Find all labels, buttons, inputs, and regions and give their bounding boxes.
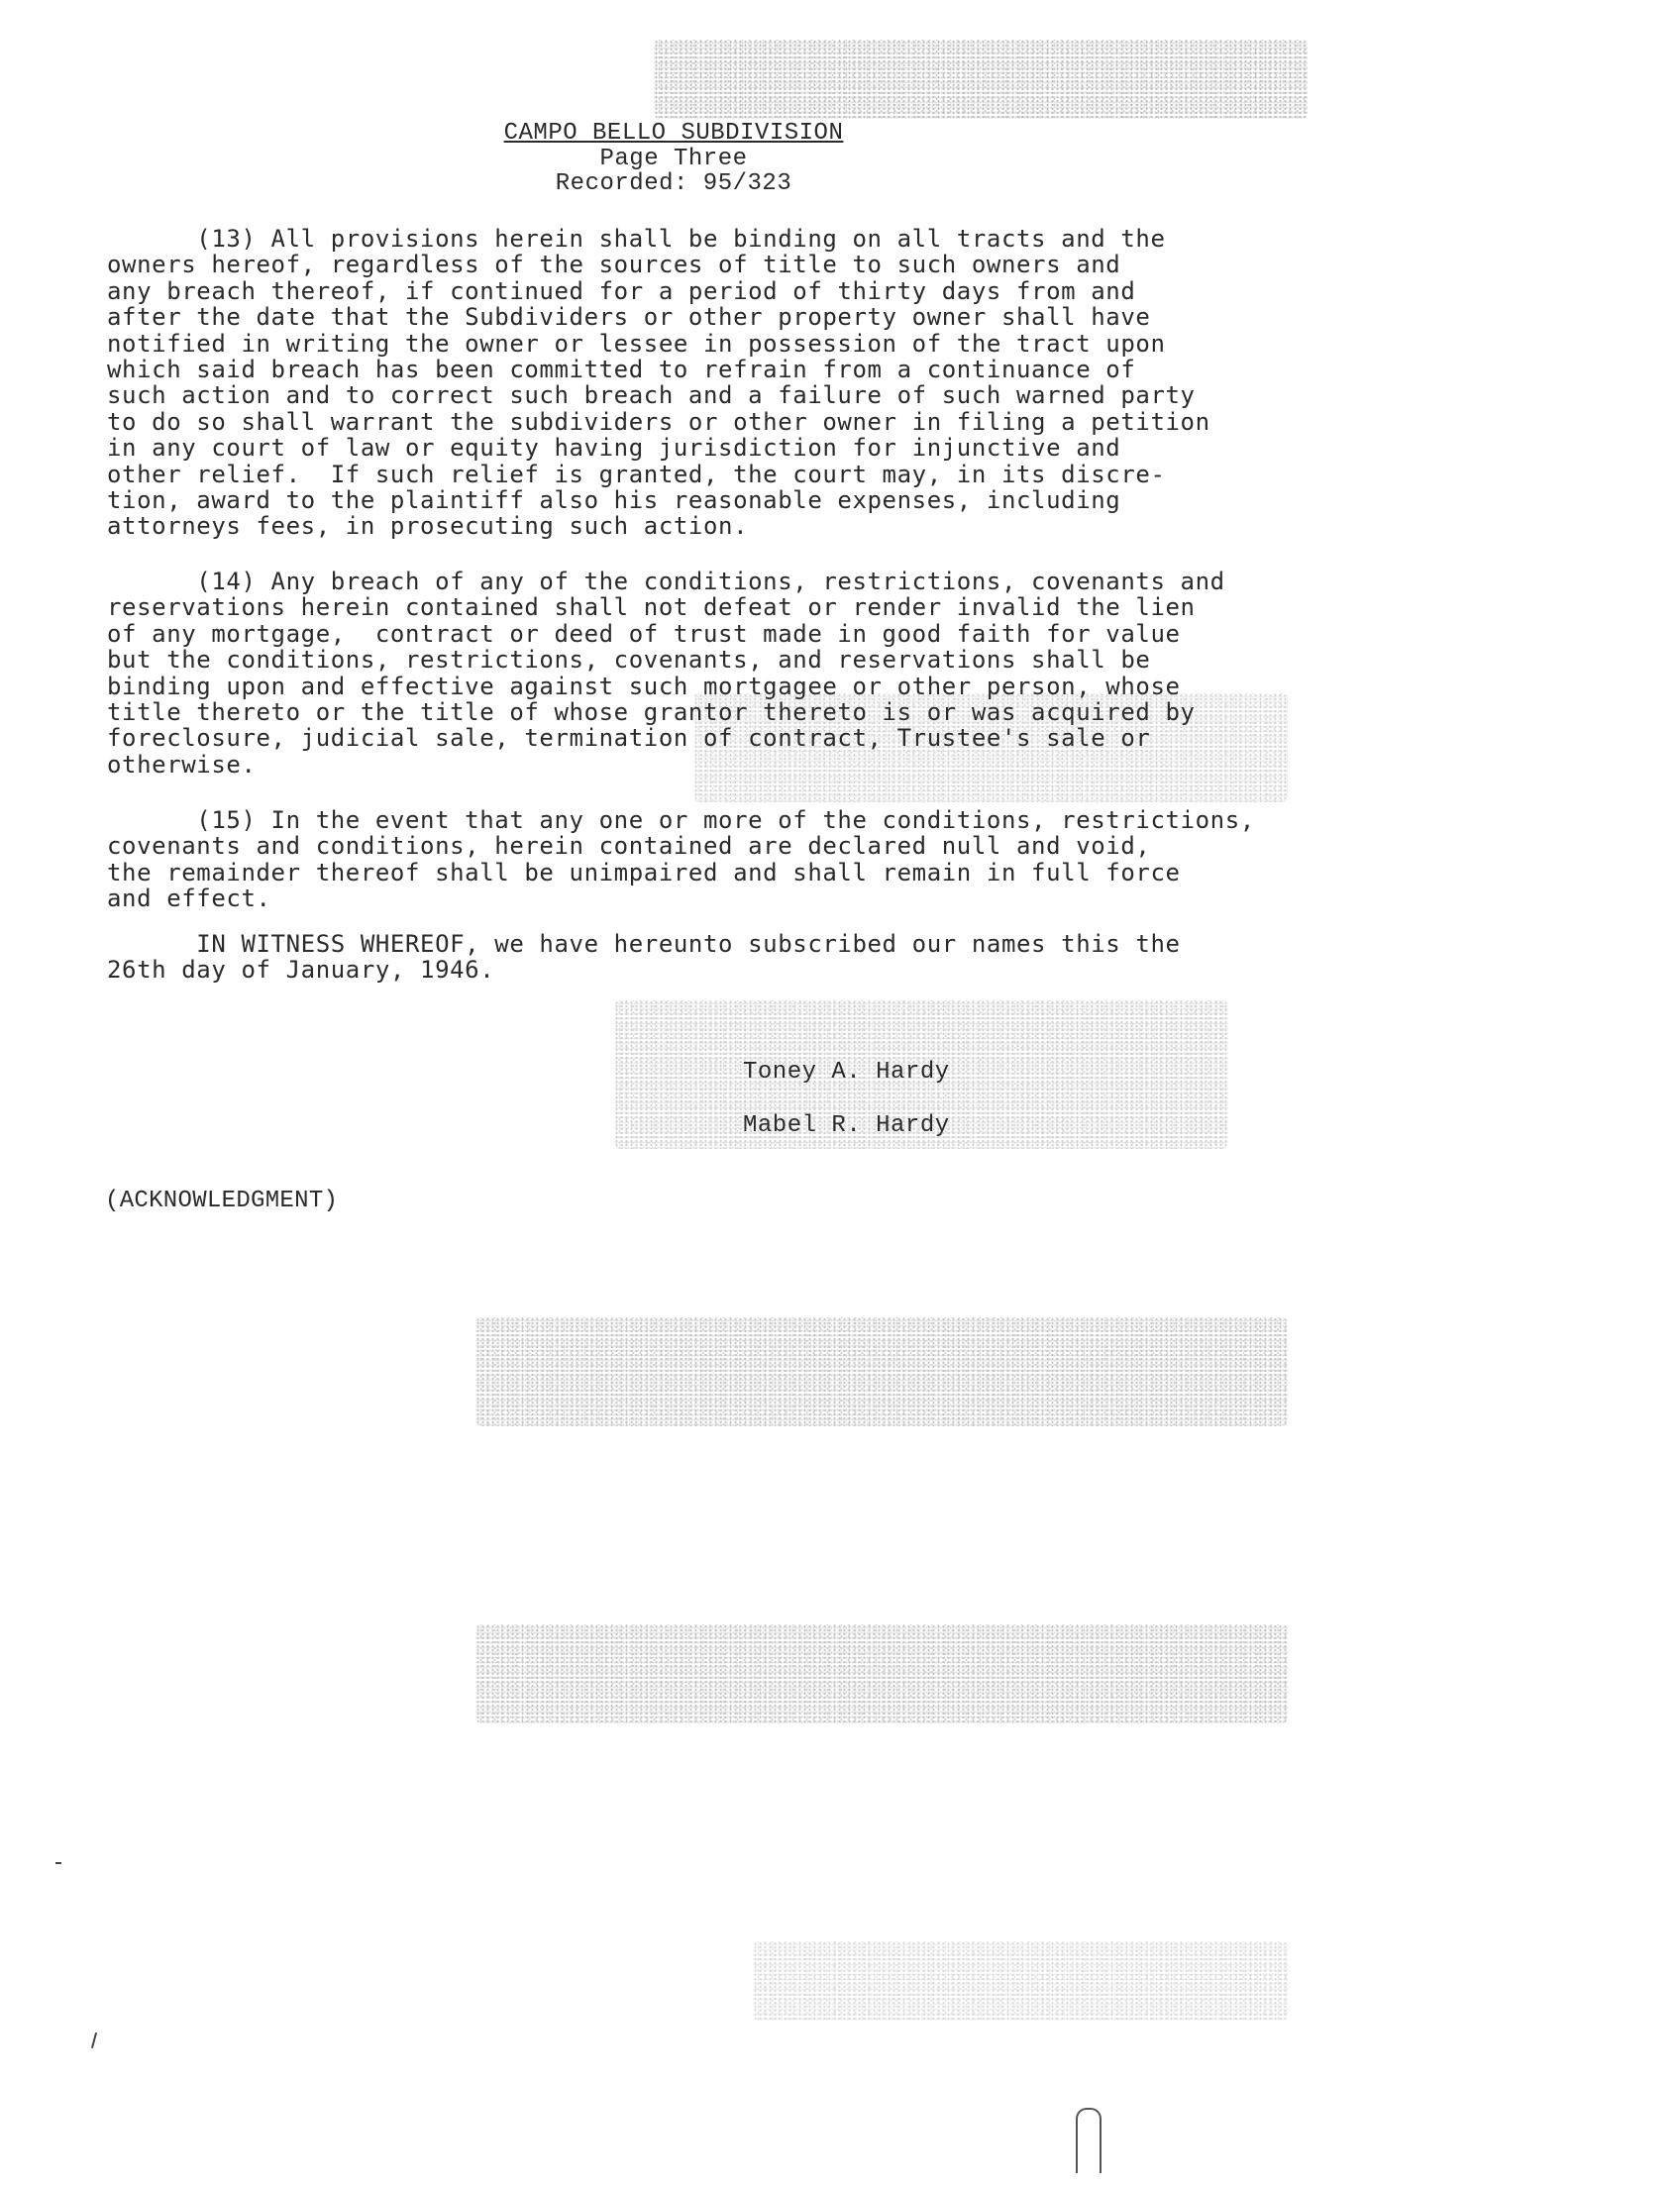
- stray-mark-left-bottom: [91, 2032, 97, 2048]
- signature-toney-hardy: Toney A. Hardy: [743, 1059, 950, 1086]
- document-title: CAMPO BELLO SUBDIVISION: [503, 120, 844, 147]
- page-label: Page Three: [599, 146, 748, 172]
- scan-noise-lower-1: [475, 1317, 1288, 1426]
- stray-mark-left: [55, 1862, 61, 1864]
- paragraph-14: (14) Any breach of any of the conditions, restrictions, covenants and reservations herein contained shall not defeat or render invalid the lien of any mortgage, contract or deed of trust made in good faith for value but the conditions, restrictions, covenants, and reservations shall be binding upon and effective against such mortgagee or other person, whose title thereto or the title of whose grantor thereto is or was acquired by foreclosure, judicial sale, termination of contract, Trustee's sale or otherwise.: [107, 568, 1225, 779]
- paragraph-15: (15) In the event that any one or more of the conditions, restrictions, covenants and conditions, herein contained are declared null and void, the remainder thereof shall be unimpaired and shall remain in full force and effect.: [107, 806, 1255, 913]
- scan-noise-bottom: [753, 1941, 1288, 2021]
- scan-noise-top: [654, 40, 1308, 119]
- staple-mark: [1076, 2108, 1102, 2173]
- recorded-reference: Recorded: 95/323: [555, 170, 792, 197]
- witness-clause: IN WITNESS WHEREOF, we have hereunto subscribed our names this the 26th day of January, 1946.: [107, 930, 1181, 985]
- scan-noise-lower-2: [475, 1624, 1288, 1723]
- signature-mabel-hardy: Mabel R. Hardy: [743, 1112, 950, 1139]
- acknowledgment-label: (ACKNOWLEDGMENT): [105, 1188, 339, 1214]
- paragraph-13: (13) All provisions herein shall be binding on all tracts and the owners hereof, regardless of the sources of title to such owners and any breach thereof, if continued for a period of thirty days from and after the date that the Subdividers or other property owner shall have notified in writing the owner or lessee in possession of the tract upon which said breach has been committed to refrain from a continuance of such action and to correct such breach and a failure of such warned party to do so shall warrant the subdividers or other owner in filing a petition in any court of law or equity having jurisdiction for injunctive and other relief. If such relief is granted, the court may, in its discre- tion, award to the plaintiff also his reasonable expenses, including attorneys fees, in prosecuting such action.: [107, 225, 1210, 541]
